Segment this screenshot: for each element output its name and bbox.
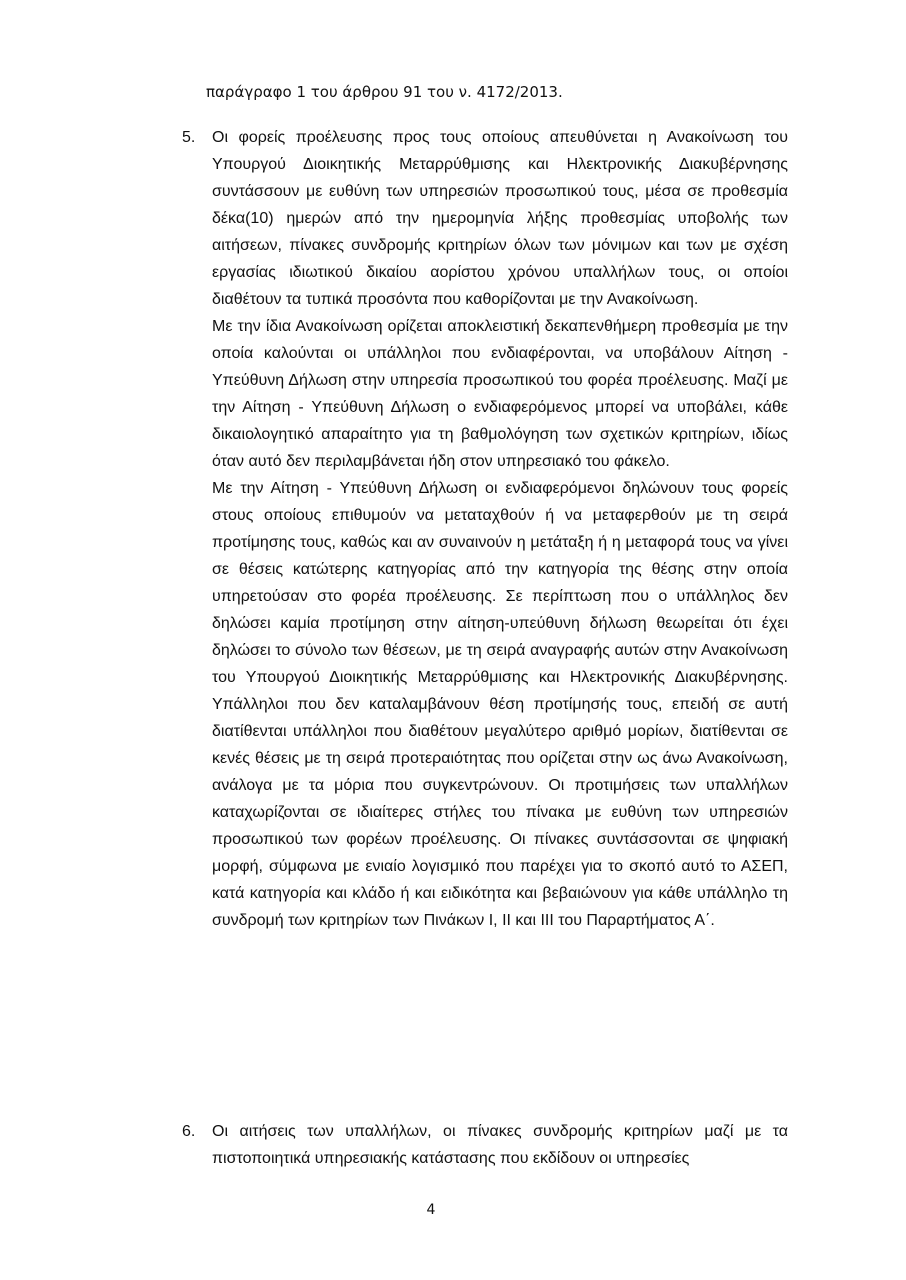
continuation-line: παράγραφο 1 του άρθρου 91 του ν. 4172/2013. [206,83,563,101]
paragraph-applications-submission: Οι αιτήσεις των υπαλλήλων, οι πίνακες συνδρομής κριτηρίων μαζί με τα πιστοποιητικά υπηρεσιακής κατάστασης που εκδίδουν οι υπηρεσίες [212,1123,788,1167]
paragraph-preferences: Με την Αίτηση - Υπεύθυνη Δήλωση οι ενδιαφερόμενοι δηλώνουν τους φορείς στους οποίους επιθυμούν να μεταταχθούν ή να μεταφερθούν με τη σειρά προτίμησης τους, καθώς και αν συναινούν η μετάταξη ή η μεταφορά τους να γίνει σε θέσεις κατώτερης κατηγορίας από την κατηγορία της θέσης στην οποία υπηρετούσαν στο φορέα προέλευσης. Σε περίπτωση που ο υπάλληλος δεν δηλώσει καμία προτίμηση στην αίτηση-υπεύθυνη δήλωση θεωρείται ότι έχει δηλώσει το σύνολο των θέσεων, με τη σειρά αναγραφής αυτών στην Ανακοίνωση του Υπουργού Διοικητικής Μεταρρύθμισης και Ηλεκτρονικής Διακυβέρνησης. Υπάλληλοι που δεν καταλαμβάνουν θέση προτίμησής τους, επειδή σε αυτή διατίθενται υπάλληλοι που διαθέτουν μεγαλύτερο αριθμό μορίων, διατίθενται σε κενές θέσεις με τη σειρά προτεραιότητας που ορίζεται στην ως άνω Ανακοίνωση, ανάλογα με τα μόρια που συγκεντρώνουν. Οι προτιμήσεις των υπαλλήλων καταχωρίζονται σε ιδιαίτερες στήλες του πίνακα με ευθύνη των υπηρεσιών προσωπικού των φορέων προέλευσης. Οι πίνακες συντάσσονται σε ψηφιακή μορφή, σύμφωνα με ενιαίο λογισμικό που παρέχει για το σκοπό αυτό το ΑΣΕΠ, κατά κατηγορία και κλάδο ή και ειδικότητα και βεβαιώνουν για κάθε υπάλληλο τη συνδρομή των κριτηρίων των Πινάκων Ι, ΙΙ και ΙΙΙ του Παραρτήματος Α΄. [212,480,788,929]
list-item-number: 5. [182,129,196,146]
page-number: 4 [426,1202,436,1218]
list-item-body [212,124,788,934]
paragraph-publication-duty: Οι φορείς προέλευσης προς τους οποίους απευθύνεται η Ανακοίνωση του Υπουργού Διοικητικής Μεταρρύθμισης και Ηλεκτρονικής Διακυβέρνησης συντάσσουν με ευθύνη των υπηρεσιών προσωπικού τους, μέσα σε προθεσμία δέκα(10) ημερών από την ημερομηνία λήξης προθεσμίας υποβολής των αιτήσεων, πίνακες συνδρομής κριτηρίων όλων των μόνιμων και των με σχέση εργασίας ιδιωτικού δικαίου αορίστου χρόνου υπαλλήλων τους, οι οποίοι διαθέτουν τα τυπικά προσόντα που καθορίζονται με την Ανακοίνωση. [212,129,788,308]
paragraph-application-deadline: Με την ίδια Ανακοίνωση ορίζεται αποκλειστική δεκαπενθήμερη προθεσμία με την οποία καλούνται οι υπάλληλοι που ενδιαφέρονται, να υποβάλουν Αίτηση - Υπεύθυνη Δήλωση στην υπηρεσία προσωπικού του φορέα προέλευσης. Μαζί με την Αίτηση - Υπεύθυνη Δήλωση ο ενδιαφερόμενος μπορεί να υποβάλει, κάθε δικαιολογητικό απαραίτητο για τη βαθμολόγηση των σχετικών κριτηρίων, ιδίως όταν αυτό δεν περιλαμβάνεται ήδη στον υπηρεσιακό του φάκελο. [212,318,788,470]
list-item-number: 6. [182,1123,196,1140]
list-item-body [212,1118,788,1172]
